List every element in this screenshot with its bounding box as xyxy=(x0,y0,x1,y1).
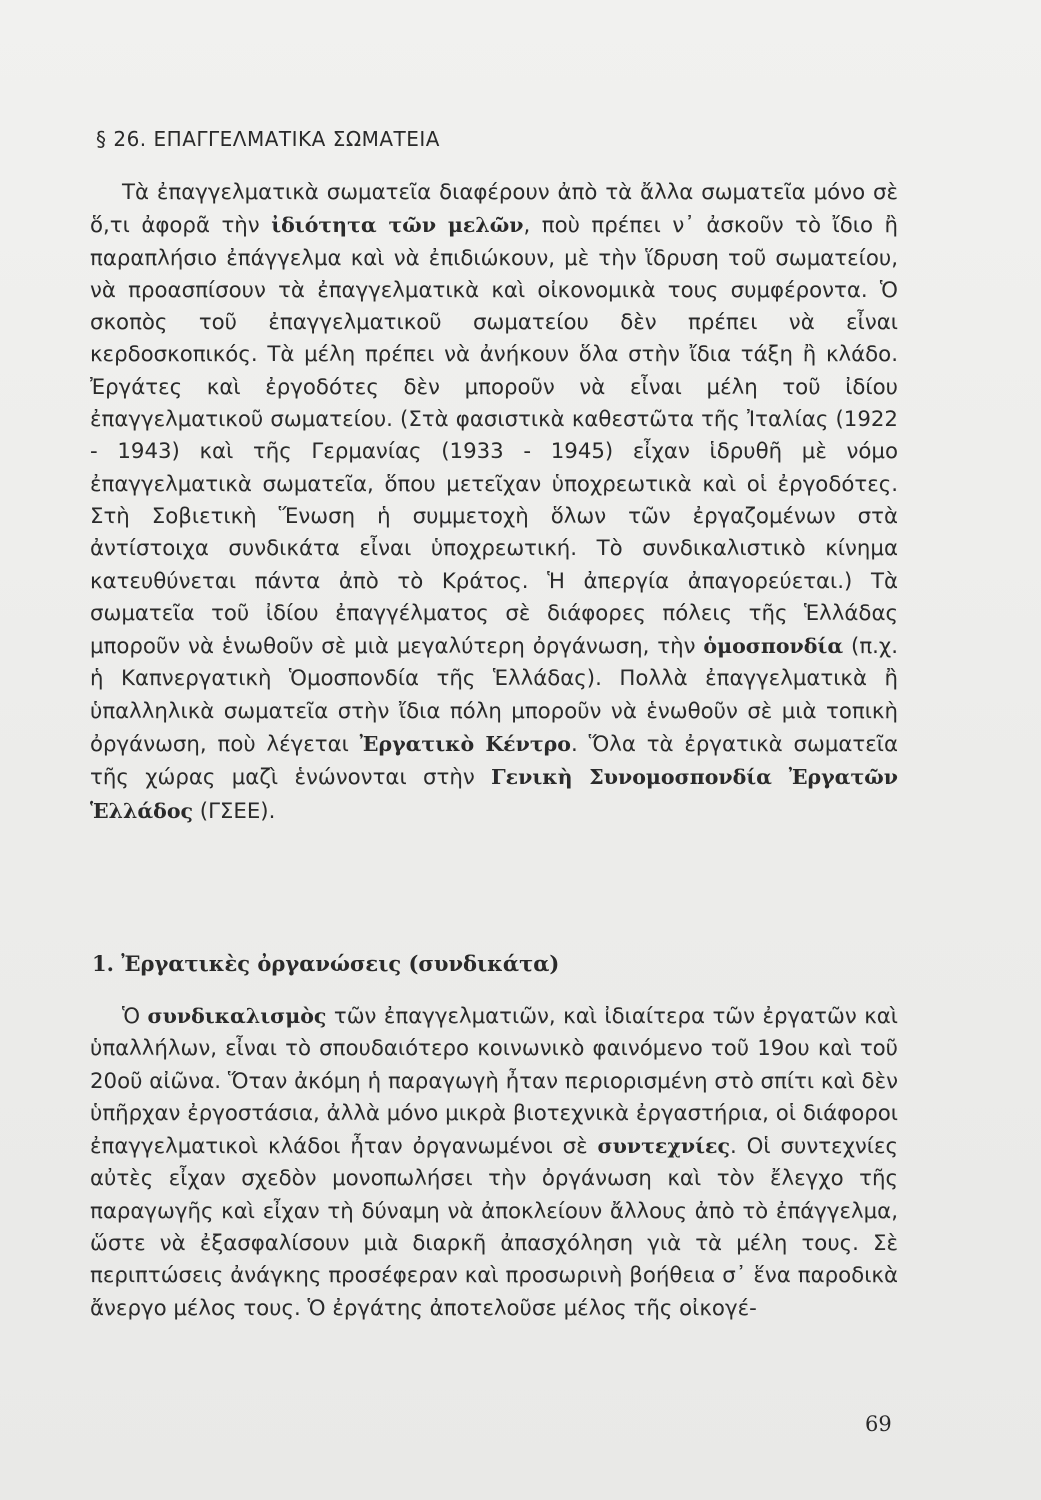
paragraph-1-text: (π.χ. ἡ Καπνεργατικὴ Ὁμοσπονδία τῆς Ἑλλάδας). Πολλὰ ἐπαγγελματικὰ ἢ ὑπαλληλικὰ σωματεῖα στὴν ἴδια πόλη μποροῦν νὰ ἑνωθοῦν σὲ μιὰ τοπικὴ ὀργάνωση, ποὺ λέγεται xyxy=(90,634,898,758)
term-gsee: Γενικὴ Συνομοσπονδία Ἐργατῶν Ἑλλάδος xyxy=(90,765,898,823)
paragraph-1-text: (ΓΣΕΕ). xyxy=(192,798,276,824)
paragraph-1-text: , ποὺ πρέπει ν᾽ ἀσκοῦν τὸ ἴδιο ἢ παραπλήσιο ἐπάγγελμα καὶ νὰ ἐπιδιώκουν, μὲ τὴν ἵδρυση τοῦ σωματείου, νὰ προασπίσουν τὰ ἐπαγγελματικὰ καὶ οἰκονομικὰ τους συμφέροντα. Ὁ σκοπὸς τοῦ ἐπαγγελματικοῦ σωματείου δὲν πρέπει νὰ εἶναι κερδοσκοπικός. Τὰ μέλη πρέπει νὰ ἀνήκουν ὅλα στὴν ἴδια τάξη ἢ κλάδο. Ἐργάτες καὶ ἐργοδότες δὲν μποροῦν νὰ εἶναι μέλη τοῦ ἰδίου ἐπαγγελματικοῦ σωματείου. (Στὰ φασιστικὰ καθεστῶτα τῆς Ἰταλίας (1922 - 1943) καὶ τῆς Γερμανίας (1933 - 1945) εἶχαν ἱδρυθῆ μὲ νόμο ἐπαγγελματικὰ σωματεῖα, ὅπου μετεῖχαν ὑποχρεωτικὰ καὶ οἱ ἐργοδότες. Στὴ Σοβιετικὴ Ἕνωση ἡ συμμετοχὴ ὅλων τῶν ἐργαζομένων στὰ ἀντίστοιχα συνδικάτα εἶναι ὑποχρεωτική. Τὸ συνδικαλιστικὸ κίνημα κατευθύνεται πάντα ἀπὸ τὸ Κράτος. Ἡ ἀπεργία ἀπαγορεύεται.) Τὰ σωματεῖα τοῦ ἰδίου ἐπαγγέλματος σὲ διάφορες πόλεις τῆς Ἑλλάδας μποροῦν νὰ ἑνωθοῦν σὲ μιὰ μεγαλύτερη ὀργάνωση, τὴν xyxy=(90,213,898,660)
paragraph-1-text: Τὰ ἐπαγγελματικὰ σωματεῖα διαφέρουν ἀπὸ τὰ ἄλλα σωματεῖα μόνο σὲ ὅ,τι ἀφορᾶ τὴν xyxy=(90,180,898,239)
paragraph-2-text: τῶν ἐπαγγελματιῶν, καὶ ἰδιαίτερα τῶν ἐργατῶν καὶ ὑπαλλήλων, εἶναι τὸ σπουδαιότερο κοινωνικὸ φαινόμενο τοῦ 19ου καὶ τοῦ 20οῦ αἰῶνα. Ὅταν ἀκόμη ἡ παραγωγὴ ἦταν περιορισμένη στὸ σπίτι καὶ δὲν ὑπῆρχαν ἐργοστάσια, ἀλλὰ μόνο μικρὰ βιοτεχνικὰ ἐργαστήρια, οἱ διάφοροι ἐπαγγελματικοὶ κλάδοι ἦταν ὀργανωμένοι σὲ xyxy=(90,1004,898,1160)
term-unionism: συνδικαλισμὸς xyxy=(147,1004,327,1028)
paragraph-2 xyxy=(90,1000,898,1325)
term-members-property: ἰδιότητα τῶν μελῶν xyxy=(271,213,524,238)
term-federation: ὁμοσπονδία xyxy=(703,634,844,659)
paragraph-1-text: . Ὅλα τὰ ἐργατικὰ σωματεῖα τῆς χώρας μαζὶ ἑνώνονται στὴν xyxy=(90,732,899,791)
term-labor-center: Ἐργατικὸ Κέντρο xyxy=(359,732,571,757)
section-heading: § 26. ΕΠΑΓΓΕΛΜΑΤΙΚΑ ΣΩΜΑΤΕΙΑ xyxy=(96,127,440,151)
paragraph-1 xyxy=(90,177,898,828)
term-guilds: συντεχνίες xyxy=(597,1134,730,1159)
paragraph-2-text: Ὁ xyxy=(122,1004,148,1029)
page-number: 69 xyxy=(865,1412,892,1436)
paragraph-2-text: . Οἱ συντεχνίες αὐτὲς εἶχαν σχεδὸν μονοπωλήσει τὴν ὀργάνωση καὶ τὸν ἔλεγχο τῆς παραγωγῆς καὶ εἶχαν τὴ δύναμη νὰ ἀποκλείουν ἄλλους ἀπὸ τὸ ἐπάγγελμα, ὥστε νὰ ἐξασφαλίσουν μιὰ διαρκῆ ἀπασχόληση γιὰ τὰ μέλη τους. Σὲ περιπτώσεις ἀνάγκης προσέφεραν καὶ προσωρινὴ βοήθεια σ᾽ ἕνα παροδικὰ ἄνεργο μέλος τους. Ὁ ἐργάτης ἀποτελοῦσε μέλος τῆς οἰκογέ- xyxy=(90,1134,898,1321)
subsection-heading: 1. Ἐργατικὲς ὀργανώσεις (συνδικάτα) xyxy=(92,951,560,976)
